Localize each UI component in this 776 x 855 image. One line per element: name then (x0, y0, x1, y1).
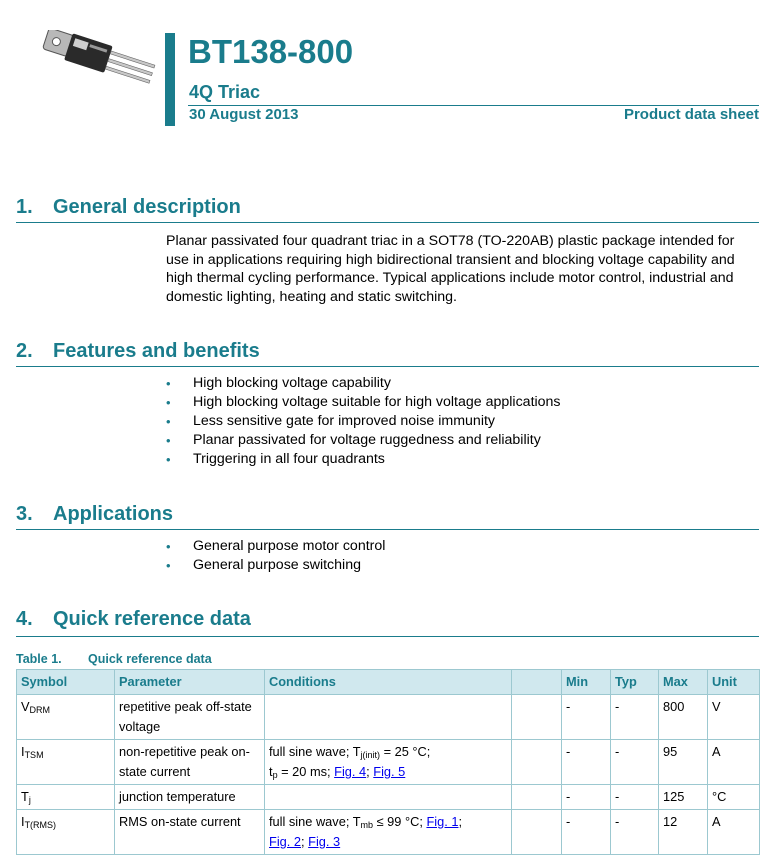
column-header: Symbol (17, 670, 115, 695)
max-cell: 12 (659, 810, 708, 855)
unit-cell: A (708, 740, 760, 785)
applications-list (166, 537, 385, 575)
typ-cell: - (611, 785, 659, 810)
typ-cell: - (611, 810, 659, 855)
conditions-cell: full sine wave; $T_{mb} \le 99$ °C; Fig. 1; Fig. 2; Fig. 3 (265, 810, 512, 855)
conditions-cell: full sine wave; $T_{j(init)} = 25$ °C; $t_p = 20$ ms; Fig. 4; Fig. 5 (265, 740, 512, 785)
list-item: • High blocking voltage capability (166, 375, 391, 391)
parameter-cell: repetitive peak off-state voltage (115, 695, 265, 740)
table-row (17, 740, 760, 785)
bullet-icon: • (166, 539, 171, 554)
product-package-image (36, 30, 158, 88)
section-number: 1. (16, 196, 33, 218)
column-header: Min (562, 670, 611, 695)
table-row (17, 695, 760, 740)
symbol-cell: $I_{TSM}$ (17, 740, 115, 785)
figure-link-4[interactable]: Fig. 4 (334, 764, 367, 779)
column-header: Max (659, 670, 708, 695)
table-row (17, 810, 760, 855)
section-heading-applications (16, 502, 173, 526)
unit-cell: °C (708, 785, 760, 810)
table-header-row (17, 670, 760, 695)
parameter-cell: RMS on-state current (115, 810, 265, 855)
figure-link-5[interactable]: Fig. 5 (373, 764, 406, 779)
unit-cell: A (708, 810, 760, 855)
section-heading-general-description (16, 195, 241, 219)
figure-link-1[interactable]: Fig. 1 (426, 814, 459, 829)
max-cell: 800 (659, 695, 708, 740)
min-cell: - (562, 695, 611, 740)
max-cell: 95 (659, 740, 708, 785)
symbol-cell: $V_{DRM}$ (17, 695, 115, 740)
bullet-icon: • (166, 376, 171, 391)
header-accent-bar (165, 33, 175, 126)
section-divider (16, 366, 759, 367)
empty-cell (512, 740, 562, 785)
section-divider (16, 222, 759, 223)
bullet-icon: • (166, 395, 171, 410)
empty-cell (512, 785, 562, 810)
max-cell: 125 (659, 785, 708, 810)
column-header (512, 670, 562, 695)
conditions-cell (265, 695, 512, 740)
conditions-cell (265, 785, 512, 810)
document-date: 30 August 2013 (189, 106, 299, 123)
empty-cell (512, 695, 562, 740)
bullet-icon: • (166, 433, 171, 448)
unit-cell: V (708, 695, 760, 740)
table-number: Table 1. (16, 652, 62, 666)
table-row (17, 785, 760, 810)
typ-cell: - (611, 740, 659, 785)
document-type: Product data sheet (623, 106, 759, 123)
section-title: Features and benefits (53, 340, 260, 362)
section-number: 2. (16, 340, 33, 362)
bullet-icon: • (166, 414, 171, 429)
list-item: • General purpose switching (166, 557, 361, 573)
parameter-cell: junction temperature (115, 785, 265, 810)
features-list (166, 374, 561, 469)
column-header: Unit (708, 670, 760, 695)
min-cell: - (562, 785, 611, 810)
table-title: Quick reference data (88, 652, 212, 666)
figure-link-3[interactable]: Fig. 3 (308, 834, 341, 849)
section-title: General description (53, 196, 241, 218)
table-caption (16, 652, 212, 667)
list-item: • Less sensitive gate for improved noise immunity (166, 413, 496, 429)
typ-cell: - (611, 695, 659, 740)
section-divider (16, 636, 759, 637)
column-header: Parameter (115, 670, 265, 695)
section-number: 3. (16, 503, 33, 525)
document-title: BT138-800 (188, 33, 354, 70)
bullet-icon: • (166, 558, 171, 573)
symbol-cell: $I_{T(RMS)}$ (17, 810, 115, 855)
empty-cell (512, 810, 562, 855)
column-header: Typ (611, 670, 659, 695)
list-item: • Planar passivated for voltage ruggedness and reliability (166, 432, 541, 448)
section-heading-quick-reference (16, 607, 251, 631)
min-cell: - (562, 740, 611, 785)
section-divider (16, 529, 759, 530)
general-description-text: Planar passivated four quadrant triac in a SOT78 (TO-220AB) plastic package intended for use in applications requiring high bidirectional transient and blocking voltage capability and high thermal cycling performance. Typical applications include motor control, industrial and domestic lighting, heating and static switching. (166, 233, 735, 305)
document-subtitle: 4Q Triac (189, 82, 261, 102)
list-item: • Triggering in all four quadrants (166, 451, 385, 467)
quick-reference-table (16, 669, 760, 855)
section-heading-features (16, 339, 260, 363)
section-title: Quick reference data (53, 608, 251, 630)
section-title: Applications (53, 503, 174, 525)
bullet-icon: • (166, 452, 171, 467)
column-header: Conditions (265, 670, 512, 695)
parameter-cell: non-repetitive peak on-state current (115, 740, 265, 785)
list-item: • High blocking voltage suitable for high voltage applications (166, 394, 561, 410)
list-item: • General purpose motor control (166, 538, 386, 554)
section-number: 4. (16, 608, 33, 630)
figure-link-2[interactable]: Fig. 2 (269, 834, 302, 849)
symbol-cell: $T_j$ (17, 785, 115, 810)
min-cell: - (562, 810, 611, 855)
